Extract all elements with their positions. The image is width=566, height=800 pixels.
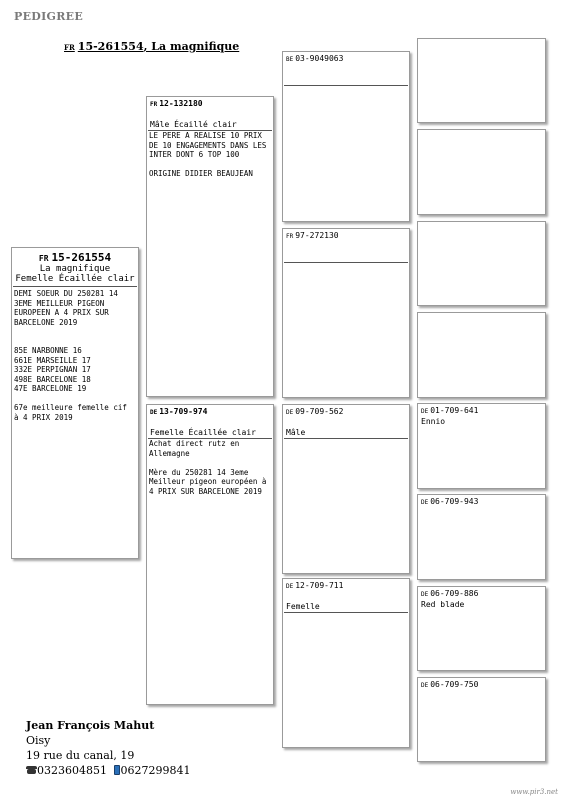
ggp-card-1[interactable] bbox=[417, 38, 546, 123]
ggp-5-name: Ennio bbox=[421, 417, 446, 426]
owner-phone: 0323604851 bbox=[37, 764, 107, 777]
mobile-phone-icon bbox=[114, 765, 120, 775]
grandsire-paternal-card[interactable] bbox=[282, 51, 410, 222]
gp-fm-ring: 97-272130 bbox=[295, 231, 339, 240]
ggp-5-ring: 01-709-641 bbox=[430, 406, 479, 415]
subject-name: La magnifique bbox=[39, 264, 111, 274]
father-desc: Mâle Écaillé clair bbox=[150, 120, 237, 129]
gp-mm-ring: 12-709-711 bbox=[295, 581, 344, 590]
ggp-5-country: DE bbox=[421, 408, 429, 415]
telephone-icon bbox=[26, 766, 37, 775]
father-country: FR bbox=[150, 101, 158, 108]
ggp-6-ring: 06-709-943 bbox=[430, 497, 479, 506]
gp-ff-country: BE bbox=[286, 56, 294, 63]
ggp-8-ring: 06-709-750 bbox=[430, 680, 479, 689]
subject-desc: Femelle Écaillée clair bbox=[15, 274, 135, 284]
subject-ring: 15-261554 bbox=[51, 251, 112, 264]
gp-ff-ring: 03-9049063 bbox=[295, 54, 344, 63]
ggp-card-4[interactable] bbox=[417, 312, 546, 398]
father-card[interactable] bbox=[146, 96, 274, 397]
gp-fm-desc bbox=[283, 252, 409, 262]
gp-mf-country: DE bbox=[286, 409, 294, 416]
owner-mobile: 0627299841 bbox=[120, 764, 191, 777]
ggp-card-5[interactable] bbox=[417, 403, 546, 489]
gp-ff-desc bbox=[283, 75, 409, 85]
page-header: PEDIGREE bbox=[14, 10, 84, 23]
ggp-card-2[interactable] bbox=[417, 129, 546, 215]
pedigree-title bbox=[64, 40, 239, 53]
father-ring: 12-132180 bbox=[159, 99, 203, 108]
mother-desc: Femelle Écaillée clair bbox=[150, 428, 256, 437]
ggp-7-name: Red blade bbox=[421, 600, 465, 609]
mother-card[interactable] bbox=[146, 404, 274, 705]
title-name: , La magnifique bbox=[143, 40, 240, 53]
subject-card[interactable] bbox=[11, 247, 139, 559]
subject-notes: DEMI SOEUR DU 250281 14 3EME MEILLEUR PIGEON EUROPEEN A 4 PRIX SUR BARCELONE 2019 85E NARBONNE 16 661E MARSEILLE 17 332E PERPIGNAN 17 498E BARCELONE 18 47E BARCELONE 19 67e meilleure femelle cif à 4 PRIX 2019 bbox=[14, 289, 127, 422]
footer-site: www.pir3.net bbox=[510, 788, 558, 796]
mother-notes: Achat direct rutz en Allemagne Mère du 250281 14 3eme Meilleur pigeon européen à 4 PRIX SUR BARCELONE 2019 bbox=[149, 439, 267, 496]
owner-name: Jean François Mahut bbox=[26, 719, 155, 732]
owner-city: Oisy bbox=[26, 734, 51, 747]
granddam-paternal-card[interactable] bbox=[282, 228, 410, 398]
mother-ring: 13-709-974 bbox=[159, 407, 208, 416]
gp-mf-ring: 09-709-562 bbox=[295, 407, 344, 416]
owner-block bbox=[26, 718, 191, 778]
owner-contact bbox=[26, 763, 191, 778]
owner-address: 19 rue du canal, 19 bbox=[26, 749, 135, 762]
mother-country: DE bbox=[150, 409, 158, 416]
ggp-card-6[interactable] bbox=[417, 494, 546, 580]
father-notes: LE PERE A REALISE 10 PRIX DE 10 ENGAGEMENTS DANS LES INTER DONT 6 TOP 100 ORIGINE DIDIER BEAUJEAN bbox=[149, 131, 267, 178]
ggp-7-country: DE bbox=[421, 591, 429, 598]
subject-country: FR bbox=[38, 254, 49, 263]
ggp-8-country: DE bbox=[421, 682, 429, 689]
ggp-6-country: DE bbox=[421, 499, 429, 506]
gp-mm-country: DE bbox=[286, 583, 294, 590]
grandsire-maternal-card[interactable] bbox=[282, 404, 410, 574]
title-country: FR bbox=[64, 43, 75, 52]
ggp-7-ring: 06-709-886 bbox=[430, 589, 479, 598]
ggp-card-3[interactable] bbox=[417, 221, 546, 306]
title-ring: 15-261554 bbox=[77, 40, 144, 53]
ggp-card-8[interactable] bbox=[417, 677, 546, 762]
ggp-card-7[interactable] bbox=[417, 586, 546, 671]
gp-fm-country: FR bbox=[286, 233, 294, 240]
gp-mm-desc: Femelle bbox=[286, 602, 320, 611]
gp-mf-desc: Mâle bbox=[286, 428, 306, 437]
granddam-maternal-card[interactable] bbox=[282, 578, 410, 748]
